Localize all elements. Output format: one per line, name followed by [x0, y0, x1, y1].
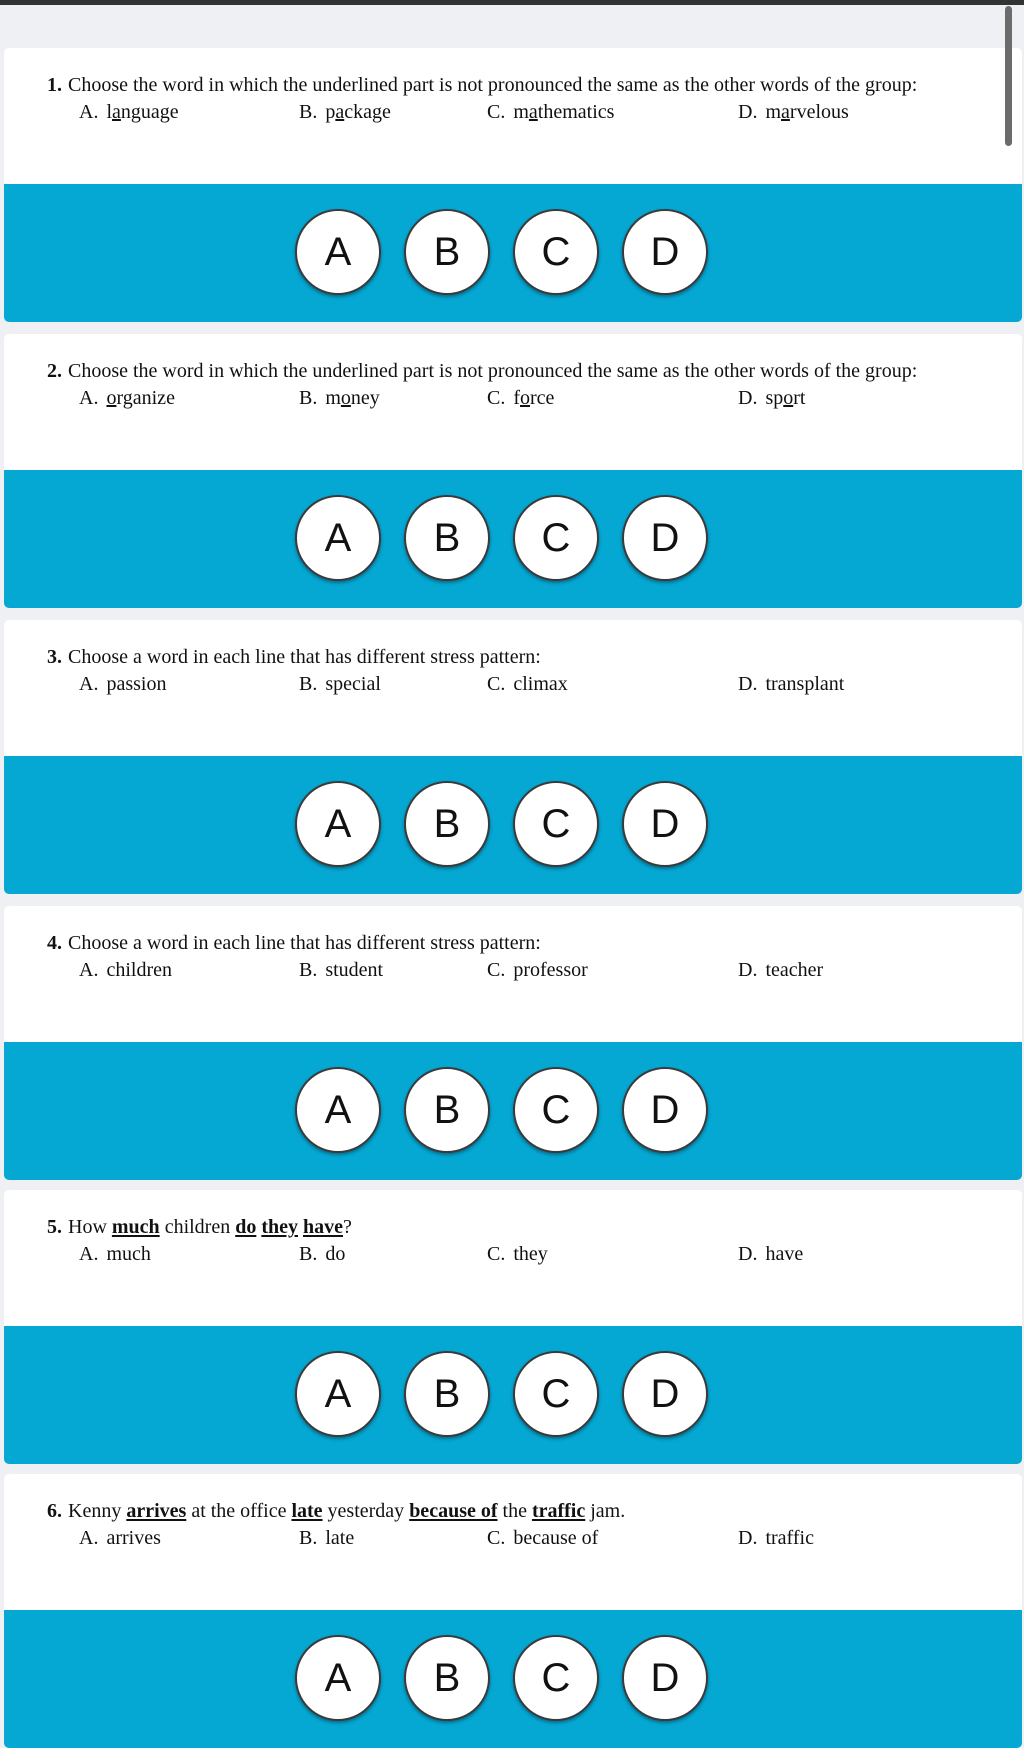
- option-b: B. student: [299, 959, 384, 981]
- answer-a-button[interactable]: A: [295, 1067, 381, 1153]
- answer-panel-6: [4, 1610, 1022, 1748]
- question-2: [4, 334, 1022, 470]
- question-5: [4, 1190, 1022, 1326]
- question-card-2: [4, 334, 1022, 608]
- question-text: 4. Choose a word in each line that has different stress pattern:: [47, 932, 541, 954]
- question-card-4: [4, 906, 1022, 1180]
- question-6: [4, 1474, 1022, 1610]
- option-b: B. package: [299, 101, 391, 123]
- option-d: D. have: [738, 1243, 804, 1265]
- answer-b-button[interactable]: B: [404, 209, 490, 295]
- answer-a-button[interactable]: A: [295, 209, 381, 295]
- question-4: [4, 906, 1022, 1042]
- option-b: B. late: [299, 1527, 355, 1549]
- option-c: C. force: [487, 387, 555, 409]
- answer-c-button[interactable]: C: [513, 1067, 599, 1153]
- scrollbar-thumb[interactable]: [1005, 6, 1012, 146]
- option-b: B. special: [299, 673, 381, 695]
- answer-b-button[interactable]: B: [404, 1067, 490, 1153]
- answer-b-button[interactable]: B: [404, 781, 490, 867]
- option-d: D. traffic: [738, 1527, 814, 1549]
- answer-b-button[interactable]: B: [404, 1351, 490, 1437]
- answer-c-button[interactable]: C: [513, 781, 599, 867]
- answer-c-button[interactable]: C: [513, 495, 599, 581]
- question-text: 3. Choose a word in each line that has different stress pattern:: [47, 646, 541, 668]
- option-d: D. transplant: [738, 673, 845, 695]
- answer-panel-5: [4, 1326, 1022, 1464]
- answer-b-button[interactable]: B: [404, 495, 490, 581]
- option-c: C. because of: [487, 1527, 599, 1549]
- answer-a-button[interactable]: A: [295, 781, 381, 867]
- answer-a-button[interactable]: A: [295, 495, 381, 581]
- question-1: [4, 48, 1022, 184]
- option-d: D. sport: [738, 387, 806, 409]
- question-3: [4, 620, 1022, 756]
- answer-panel-4: [4, 1042, 1022, 1180]
- option-c: C. climax: [487, 673, 568, 695]
- option-d: D. teacher: [738, 959, 824, 981]
- answer-panel-3: [4, 756, 1022, 894]
- question-card-1: [4, 48, 1022, 322]
- question-card-6: [4, 1474, 1022, 1748]
- option-c: C. professor: [487, 959, 588, 981]
- option-d: D. marvelous: [738, 101, 849, 123]
- option-a: A. arrives: [79, 1527, 161, 1549]
- answer-c-button[interactable]: C: [513, 1351, 599, 1437]
- question-card-5: [4, 1190, 1022, 1464]
- option-a: A. organize: [79, 387, 175, 409]
- answer-d-button[interactable]: D: [622, 1351, 708, 1437]
- option-c: C. they: [487, 1243, 548, 1265]
- answer-d-button[interactable]: D: [622, 781, 708, 867]
- option-b: B. do: [299, 1243, 346, 1265]
- question-card-3: [4, 620, 1022, 894]
- answer-a-button[interactable]: A: [295, 1351, 381, 1437]
- answer-panel-2: [4, 470, 1022, 608]
- option-a: A. passion: [79, 673, 167, 695]
- top-bar: [0, 0, 1024, 5]
- question-text: 2. Choose the word in which the underlined part is not pronounced the same as the other words of the group:: [47, 360, 918, 382]
- question-text: 5. How much children do they have?: [47, 1216, 352, 1238]
- option-c: C. mathematics: [487, 101, 615, 123]
- answer-c-button[interactable]: C: [513, 1635, 599, 1721]
- answer-d-button[interactable]: D: [622, 209, 708, 295]
- answer-d-button[interactable]: D: [622, 1067, 708, 1153]
- question-text: 1. Choose the word in which the underlined part is not pronounced the same as the other words of the group:: [47, 74, 918, 96]
- answer-d-button[interactable]: D: [622, 495, 708, 581]
- answer-b-button[interactable]: B: [404, 1635, 490, 1721]
- option-a: A. language: [79, 101, 179, 123]
- answer-c-button[interactable]: C: [513, 209, 599, 295]
- answer-panel-1: [4, 184, 1022, 322]
- question-text: 6. Kenny arrives at the office late yesterday because of the traffic jam.: [47, 1500, 626, 1522]
- option-a: A. much: [79, 1243, 151, 1265]
- option-a: A. children: [79, 959, 172, 981]
- option-b: B. money: [299, 387, 380, 409]
- answer-d-button[interactable]: D: [622, 1635, 708, 1721]
- answer-a-button[interactable]: A: [295, 1635, 381, 1721]
